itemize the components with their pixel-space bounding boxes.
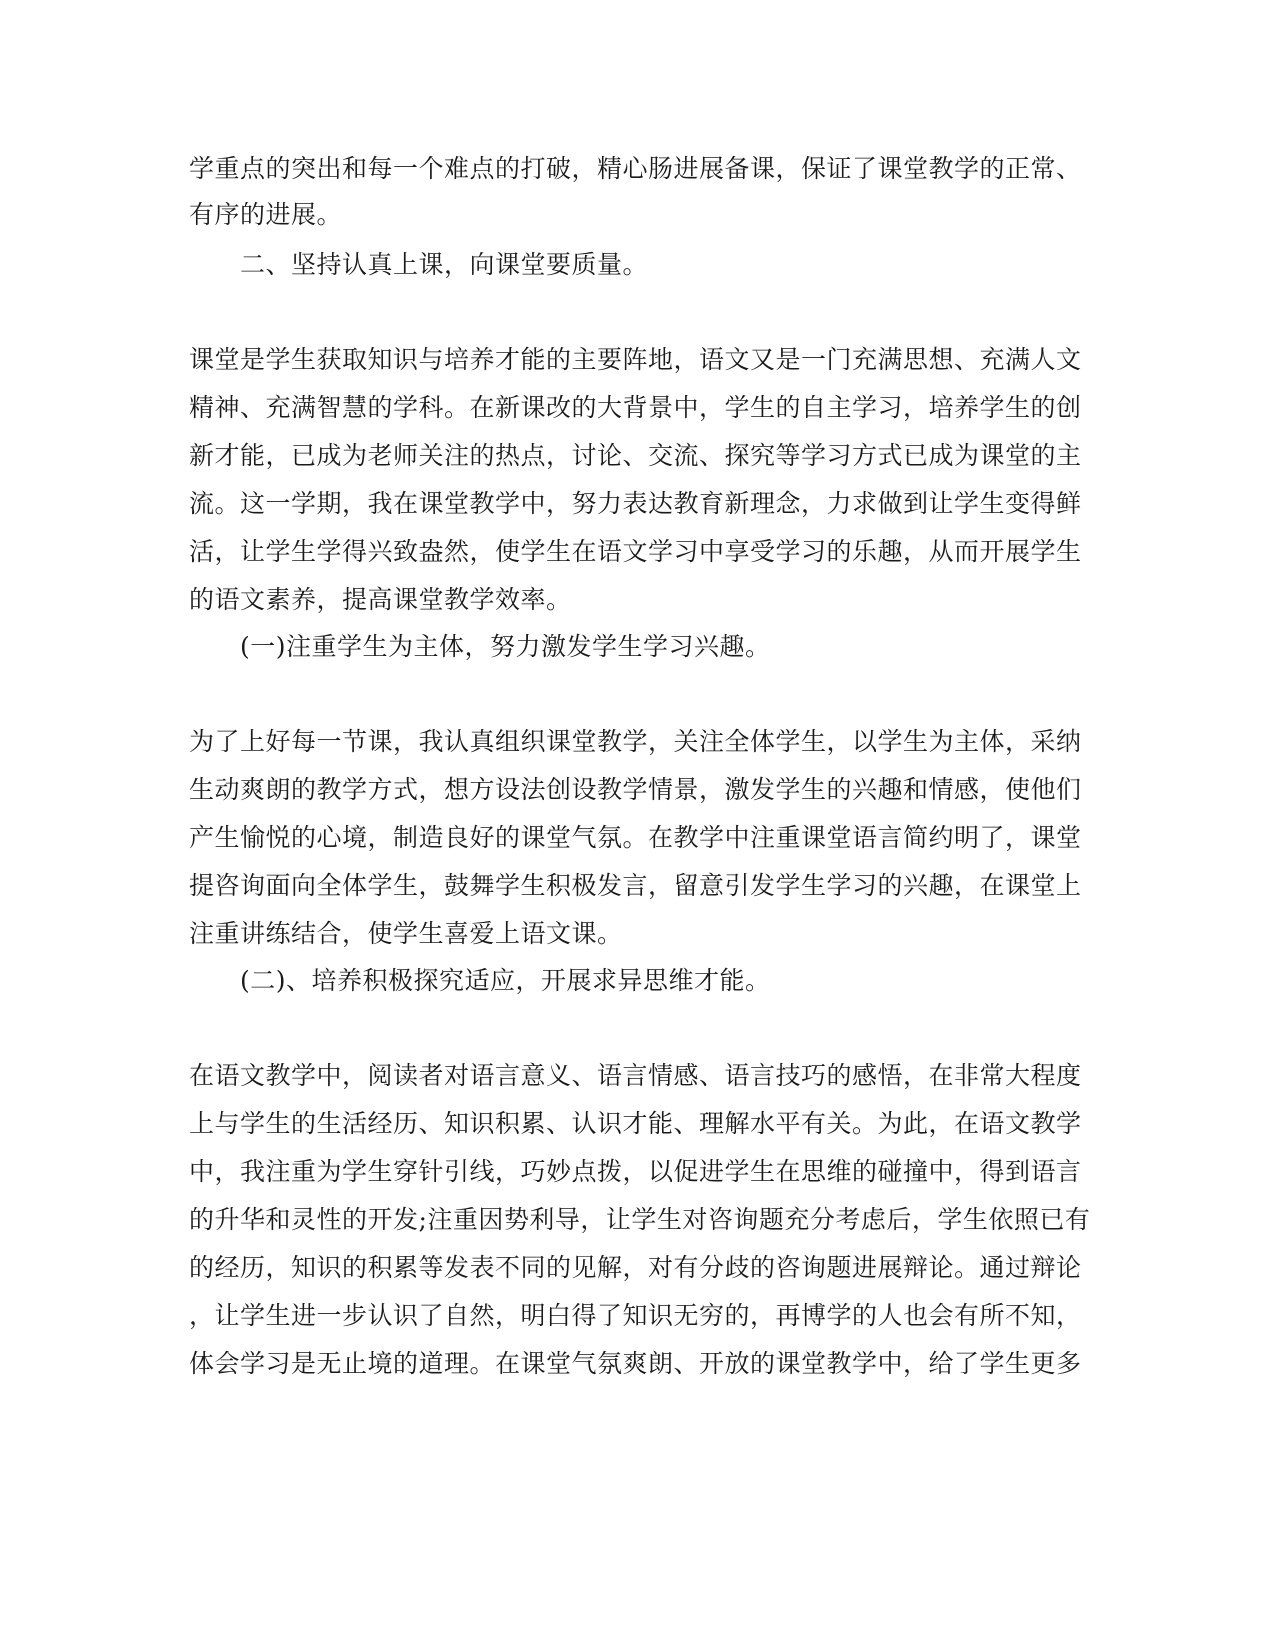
text-line: 中，我注重为学生穿针引线，巧妙点拨，以促进学生在思维的碰撞中，得到语言 <box>189 1157 1082 1186</box>
section-heading: 二、坚持认真上课，向课堂要质量。 <box>240 250 649 279</box>
text-line: 的语文素养，提高课堂教学效率。 <box>189 585 572 614</box>
text-line: ，让学生进一步认识了自然，明白得了知识无穷的，再博学的人也会有所不知， <box>189 1301 1082 1330</box>
text-line: 体会学习是无止境的道理。在课堂气氛爽朗、开放的课堂教学中，给了学生更多 <box>189 1349 1082 1378</box>
text-line: 课堂是学生获取知识与培养才能的主要阵地，语文又是一门充满思想、充满人文 <box>189 345 1082 374</box>
text-line: 精神、充满智慧的学科。在新课改的大背景中，学生的自主学习，培养学生的创 <box>189 393 1082 422</box>
text-line: 为了上好每一节课，我认真组织课堂教学，关注全体学生，以学生为主体，采纳 <box>189 727 1082 756</box>
text-line: 的经历，知识的积累等发表不同的见解，对有分歧的咨询题进展辩论。通过辩论 <box>189 1253 1082 1282</box>
text-line: 学重点的突出和每一个难点的打破，精心肠进展备课，保证了课堂教学的正常、 <box>189 154 1082 183</box>
text-line: 流。这一学期，我在课堂教学中，努力表达教育新理念，力求做到让学生变得鲜 <box>189 489 1082 518</box>
text-line: 生动爽朗的教学方式，想方设法创设教学情景，激发学生的兴趣和情感，使他们 <box>189 775 1082 804</box>
text-line: 新才能，已成为老师关注的热点，讨论、交流、探究等学习方式已成为课堂的主 <box>189 441 1082 470</box>
subsection-heading: (一)注重学生为主体，努力激发学生学习兴趣。 <box>240 632 771 661</box>
text-line: 有序的进展。 <box>189 200 343 229</box>
text-line: 在语文教学中，阅读者对语言意义、语言情感、语言技巧的感悟，在非常大程度 <box>189 1061 1082 1090</box>
text-line: 产生愉悦的心境，制造良好的课堂气氛。在教学中注重课堂语言简约明了，课堂 <box>189 823 1082 852</box>
text-line: 活，让学生学得兴致盎然，使学生在语文学习中享受学习的乐趣，从而开展学生 <box>189 537 1082 566</box>
subsection-heading: (二)、培养积极探究适应，开展求异思维才能。 <box>240 966 771 995</box>
text-line: 的升华和灵性的开发;注重因势利导，让学生对咨询题充分考虑后，学生依照已有 <box>189 1205 1091 1234</box>
text-line: 注重讲练结合，使学生喜爱上语文课。 <box>189 919 623 948</box>
text-line: 提咨询面向全体学生，鼓舞学生积极发言，留意引发学生学习的兴趣，在课堂上 <box>189 871 1082 900</box>
text-line: 上与学生的生活经历、知识积累、认识才能、理解水平有关。为此，在语文教学 <box>189 1109 1082 1138</box>
